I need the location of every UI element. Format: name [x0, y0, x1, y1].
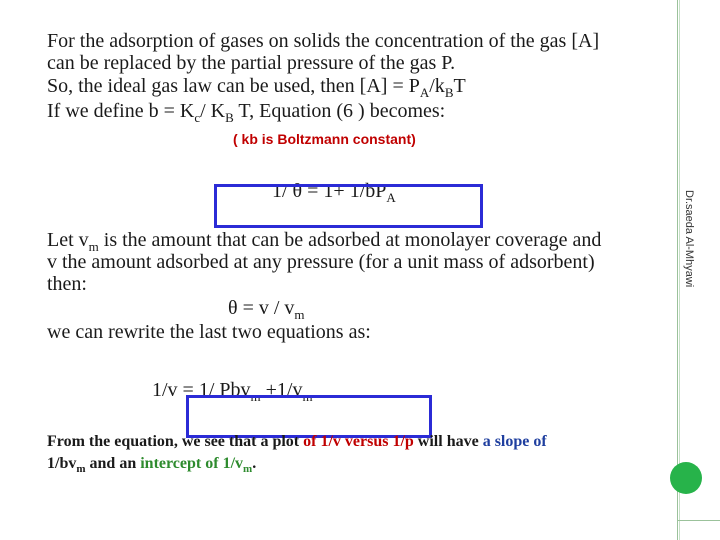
- equation-text: +1/v: [260, 379, 303, 401]
- paragraph-plot-line2: [47, 455, 256, 478]
- green-circle-ornament: [670, 462, 702, 494]
- paragraph-rewrite: we can rewrite the last two equations as:: [47, 321, 371, 343]
- highlight-red: of 1/v versus 1/p: [303, 433, 414, 450]
- text: T, Equation (6 ) becomes:: [233, 100, 446, 122]
- paragraph-adsorption-line2: can be replaced by the partial pressure of the gas P.: [47, 52, 456, 74]
- subscript: m: [243, 463, 253, 476]
- paragraph-adsorption-line1: For the adsorption of gases on solids the concentration of the gas [A]: [47, 30, 600, 52]
- text: .: [252, 455, 257, 472]
- text: Let v: [47, 229, 89, 251]
- subscript: A: [419, 85, 430, 100]
- text: So, the ideal gas law can be used, then [A] = P: [47, 75, 420, 97]
- subscript: m: [76, 463, 86, 476]
- right-border-inner-line: [679, 0, 680, 540]
- highlight-blue: a slope of: [482, 433, 547, 450]
- equation-1-box: [214, 184, 483, 228]
- subscript: B: [444, 85, 454, 100]
- subscript: B: [225, 110, 234, 125]
- right-bottom-line: [677, 520, 720, 521]
- text: From the equation, we see that a plot: [47, 433, 304, 450]
- paragraph-vm-line3: then:: [47, 273, 87, 295]
- subscript: m: [302, 389, 313, 404]
- equation-3-box: [186, 395, 432, 438]
- boltzmann-note: ( kb is Boltzmann constant): [233, 131, 416, 147]
- equation-text: 1/ θ = 1+ 1/bP: [272, 180, 387, 202]
- text: and an: [85, 455, 141, 472]
- equation-text: 1/v = 1/ Pbv: [152, 379, 251, 401]
- text: / K: [200, 100, 226, 122]
- paragraph-plot-line1: [47, 433, 547, 451]
- text: is the amount that can be adsorbed at monolayer coverage and: [98, 229, 602, 251]
- author-text: Dr.saeda Al-Mhyawi: [683, 190, 695, 288]
- equation-text: θ = v / v: [228, 297, 295, 319]
- subscript: m: [88, 239, 99, 254]
- highlight-green: intercept of 1/v: [140, 455, 244, 472]
- subscript: m: [250, 389, 261, 404]
- subscript: m: [294, 307, 305, 322]
- paragraph-define-b: [47, 100, 445, 129]
- text: /k: [429, 75, 445, 97]
- paragraph-vm-line2: v the amount adsorbed at any pressure (for a unit mass of adsorbent): [47, 251, 595, 273]
- text: will have: [413, 433, 483, 450]
- text: If we define b = K: [47, 100, 195, 122]
- text: 1/bv: [47, 455, 77, 472]
- text: T: [453, 75, 466, 97]
- subscript: A: [386, 190, 396, 205]
- equation-2: [228, 297, 305, 323]
- subscript: c: [194, 110, 201, 125]
